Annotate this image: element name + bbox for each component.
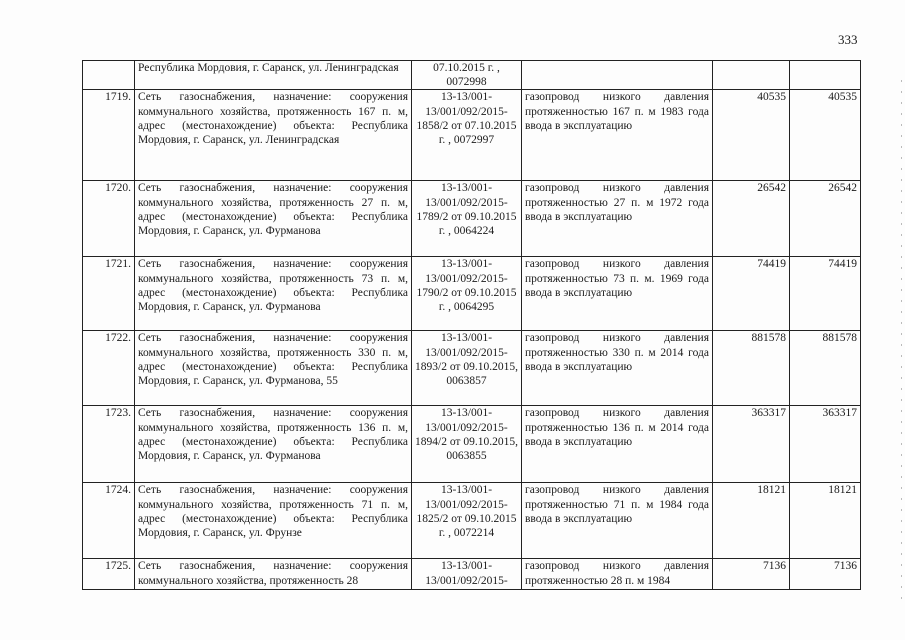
residual-value: 7136 <box>790 559 861 590</box>
object-name: Сеть газоснабжения, назначение: сооружения коммунального хозяйства, протяженность 73 п. м, адрес (местонахождение) объекта: Республика Мордовия, г. Саранск, ул. Фурманова <box>135 257 412 331</box>
registration-record: 13-13/001-13/001/092/2015-1789/2 от 09.10.2015 г. , 0064224 <box>412 181 522 257</box>
registration-record: 13-13/001-13/001/092/2015-1894/2 от 09.10.2015, 0063855 <box>412 406 522 483</box>
book-value: 7136 <box>713 559 790 590</box>
residual-value: 26542 <box>790 181 861 257</box>
object-name: Сеть газоснабжения, назначение: сооружения коммунального хозяйства, протяженность 330 п. м, адрес (местонахождение) объекта: Республика Мордовия, г. Саранск, ул. Фурманова, 55 <box>135 331 412 406</box>
residual-value: 74419 <box>790 257 861 331</box>
book-value <box>713 61 790 90</box>
registration-record: 13-13/001-13/001/092/2015-1893/2 от 09.10.2015, 0063857 <box>412 331 522 406</box>
registration-record: 13-13/001-13/001/092/2015-1790/2 от 09.10.2015 г. , 0064295 <box>412 257 522 331</box>
property-register-table <box>82 60 861 590</box>
residual-value: 18121 <box>790 483 861 559</box>
object-name: Сеть газоснабжения, назначение: сооружения коммунального хозяйства, протяженность 28 <box>135 559 412 590</box>
book-value: 40535 <box>713 90 790 181</box>
page-number: 333 <box>838 32 858 47</box>
object-description: газопровод низкого давления протяженностью 28 п. м 1984 <box>522 559 713 590</box>
row-number: 1724. <box>83 483 135 559</box>
object-description <box>522 61 713 90</box>
residual-value: 363317 <box>790 406 861 483</box>
table-row <box>83 483 861 559</box>
object-description: газопровод низкого давления протяженностью 73 п. м. 1969 года ввода в эксплуатацию <box>522 257 713 331</box>
residual-value: 40535 <box>790 90 861 181</box>
row-number: 1719. <box>83 90 135 181</box>
book-value: 363317 <box>713 406 790 483</box>
row-number: 1723. <box>83 406 135 483</box>
registration-record: 13-13/001-13/001/092/2015-1825/2 от 09.10.2015 г. , 0072214 <box>412 483 522 559</box>
row-number: 1722. <box>83 331 135 406</box>
table-row <box>83 90 861 181</box>
table-row <box>83 61 861 90</box>
row-number: 1721. <box>83 257 135 331</box>
registration-record: 13-13/001-13/001/092/2015- <box>412 559 522 590</box>
object-description: газопровод низкого давления протяженностью 167 п. м 1983 года ввода в эксплуатацию <box>522 90 713 181</box>
object-name: Сеть газоснабжения, назначение: сооружения коммунального хозяйства, протяженность 167 п. м, адрес (местонахождение) объекта: Республика Мордовия, г. Саранск, ул. Ленинградская <box>135 90 412 181</box>
book-value: 74419 <box>713 257 790 331</box>
object-description: газопровод низкого давления протяженностью 330 п. м 2014 года ввода в эксплуатацию <box>522 331 713 406</box>
object-description: газопровод низкого давления протяженностью 136 п. м 2014 года ввода в эксплуатацию <box>522 406 713 483</box>
table-row <box>83 331 861 406</box>
residual-value: 881578 <box>790 331 861 406</box>
object-name: Сеть газоснабжения, назначение: сооружения коммунального хозяйства, протяженность 136 п. м, адрес (местонахождение) объекта: Республика Мордовия, г. Саранск, ул. Фурманова <box>135 406 412 483</box>
object-description: газопровод низкого давления протяженностью 27 п. м 1972 года ввода в эксплуатацию <box>522 181 713 257</box>
scan-edge-marks <box>900 0 903 640</box>
registration-record: 13-13/001-13/001/092/2015-1858/2 от 07.10.2015 г. , 0072997 <box>412 90 522 181</box>
object-name: Сеть газоснабжения, назначение: сооружения коммунального хозяйства, протяженность 71 п. м, адрес (местонахождение) объекта: Республика Мордовия, г. Саранск, ул. Фрунзе <box>135 483 412 559</box>
table-row <box>83 559 861 590</box>
book-value: 18121 <box>713 483 790 559</box>
book-value: 26542 <box>713 181 790 257</box>
row-number: 1720. <box>83 181 135 257</box>
registration-record: 07.10.2015 г. , 0072998 <box>412 61 522 90</box>
row-number <box>83 61 135 90</box>
residual-value <box>790 61 861 90</box>
table-row <box>83 257 861 331</box>
object-name: Сеть газоснабжения, назначение: сооружения коммунального хозяйства, протяженность 27 п. м, адрес (местонахождение) объекта: Республика Мордовия, г. Саранск, ул. Фурманова <box>135 181 412 257</box>
object-name: Республика Мордовия, г. Саранск, ул. Ленинградская <box>135 61 412 90</box>
table-row <box>83 406 861 483</box>
object-description: газопровод низкого давления протяженностью 71 п. м 1984 года ввода в эксплуатацию <box>522 483 713 559</box>
table-row <box>83 181 861 257</box>
book-value: 881578 <box>713 331 790 406</box>
row-number: 1725. <box>83 559 135 590</box>
